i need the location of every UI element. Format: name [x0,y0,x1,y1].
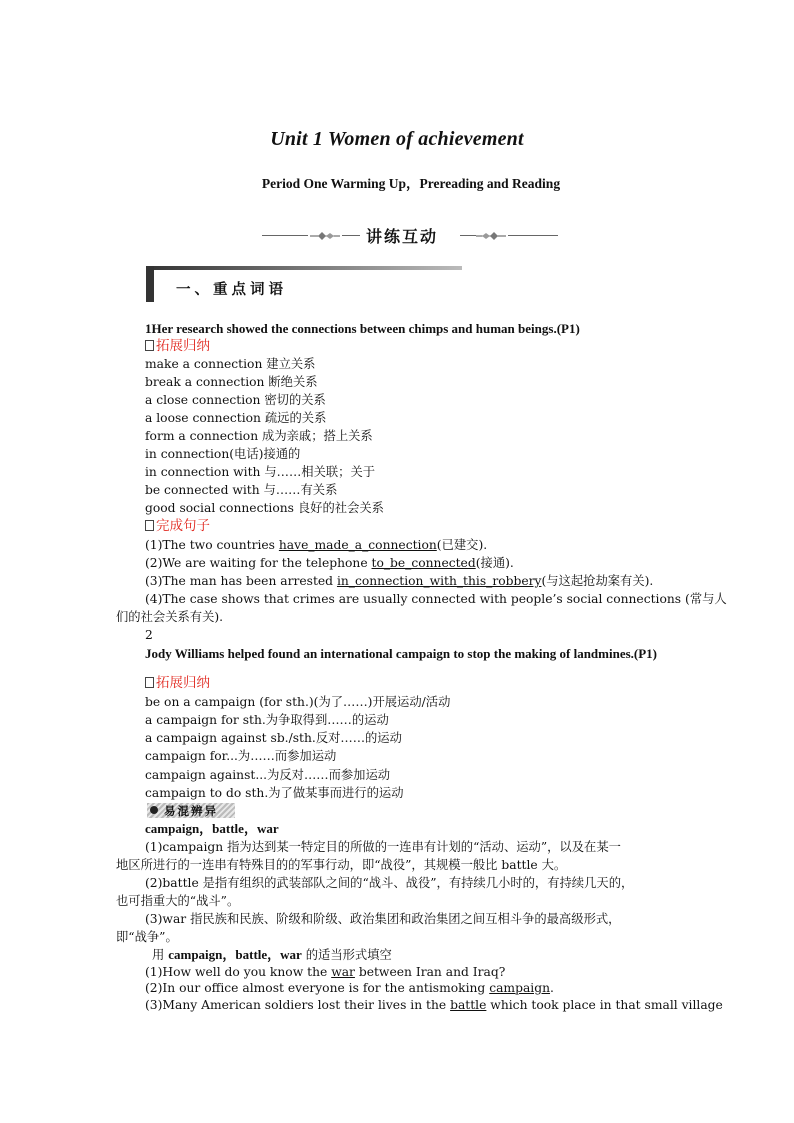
exercise-4-line1: (4)The case shows that crimes are usually connected with people’s social connections (常与人 [145,592,727,606]
list-item: a loose connection 疏远的关系 [145,411,327,425]
section-heading-label: 一、重点词语 [176,282,287,298]
checkbox-icon [145,677,154,688]
answer: campaign [489,981,551,995]
answer: to_be_connected [371,556,476,570]
banner-label: 讲练互动 [366,227,439,246]
complete-label: 完成句子 [156,518,210,534]
list-item: a campaign against sb./sth.反对……的运动 [145,731,402,745]
list-item: break a connection 断绝关系 [145,375,318,389]
item1-expand-heading [145,338,210,354]
tag-label: 易混辨异 [164,804,218,818]
list-item: campaign to do sth.为了做某事而进行的运动 [145,786,404,800]
banner-rule-left [262,235,308,236]
answer: battle [450,998,487,1012]
confusion-1-line1: (1)campaign 指为达到某一特定目的所做的一连串有计划的“活动、运动”，以及在某一 [145,840,621,854]
list-item: campaign for...为……而参加运动 [145,749,337,763]
expand-label: 拓展归纳 [156,675,210,691]
list-item: good social connections 良好的社会关系 [145,501,384,515]
banner-rule-mid-left [342,235,360,236]
banner-rule-mid-right [460,235,476,236]
section-heading [146,266,462,302]
fill-2: (2)In our office almost everyone is for the antismoking campaign. [145,981,554,995]
list-item: a campaign for sth.为争取得到……的运动 [145,713,389,727]
list-item: campaign against...为反对……而参加运动 [145,768,391,782]
confusion-1-line2: 地区所进行的一连串有特殊目的的军事行动，即“战役”，其规模一般比 battle 大。 [116,858,567,872]
confusion-2-line1: (2)battle 是指有组织的武装部队之间的“战斗、战役”，有持续几小时的，有持续几天的， [145,876,634,890]
item1-sentence: 1Her research showed the connections between chimps and human beings.(P1) [145,321,580,336]
confusion-title: campaign，battle，war [145,821,279,836]
page-title: Unit 1 Women of achievement [270,128,524,150]
list-item: a close connection 密切的关系 [145,393,326,407]
page-subtitle: Period One Warming Up，Prereading and Reading [261,176,561,191]
ornament-icon [476,231,506,241]
confusion-tag [147,803,235,818]
checkbox-icon [145,520,154,531]
fill-instruction: 用 campaign，battle，war 的适当形式填空 [152,947,392,962]
expand-label: 拓展归纳 [156,338,210,354]
answer: war [331,965,355,979]
exercise-3: (3)The man has been arrested in_connection_with_this_robbery(与这起抢劫案有关). [145,574,654,588]
confusion-3-line2: 即“战争”。 [116,930,178,944]
item1-complete-heading [145,518,210,534]
list-item: in connection(电话)接通的 [145,447,301,461]
list-item: in connection with 与……相关联；关于 [145,465,376,479]
exercise-4-line2: 们的社会关系有关). [116,610,224,624]
exercise-1: (1)The two countries have_made_a_connection(已建交). [145,538,488,552]
confusion-3-line1: (3)war 指民族和民族、阶级和阶级、政治集团和政治集团之间互相斗争的最高级形式， [145,912,621,926]
fill-3: (3)Many American soldiers lost their lives in the battle which took place in that small village [145,998,723,1012]
item2-expand-heading [145,675,210,691]
list-item: be connected with 与……有关系 [145,483,338,497]
item2-sentence: Jody Williams helped found an international campaign to stop the making of landmines.(P1) [145,646,658,661]
answer: have_made_a_connection [278,538,437,552]
fill-1: (1)How well do you know the war between Iran and Iraq? [145,965,506,979]
section-heading-bar [146,266,154,302]
exercise-2: (2)We are waiting for the telephone to_be_connected(接通). [145,556,514,570]
bullet-icon [150,806,158,814]
item2-number: 2 [145,628,153,642]
section-heading-rule [146,266,462,270]
list-item: be on a campaign (for sth.)(为了……)开展运动/活动 [145,695,451,709]
ornament-icon [310,231,340,241]
answer: in_connection_with_this_robbery [336,574,542,588]
checkbox-icon [145,340,154,351]
list-item: make a connection 建立关系 [145,357,316,371]
banner-rule-right [508,235,558,236]
section-banner [262,224,558,248]
confusion-2-line2: 也可指重大的“战斗”。 [116,894,240,908]
list-item: form a connection 成为亲戚；搭上关系 [145,429,373,443]
fill-words: campaign，battle，war [168,947,302,962]
